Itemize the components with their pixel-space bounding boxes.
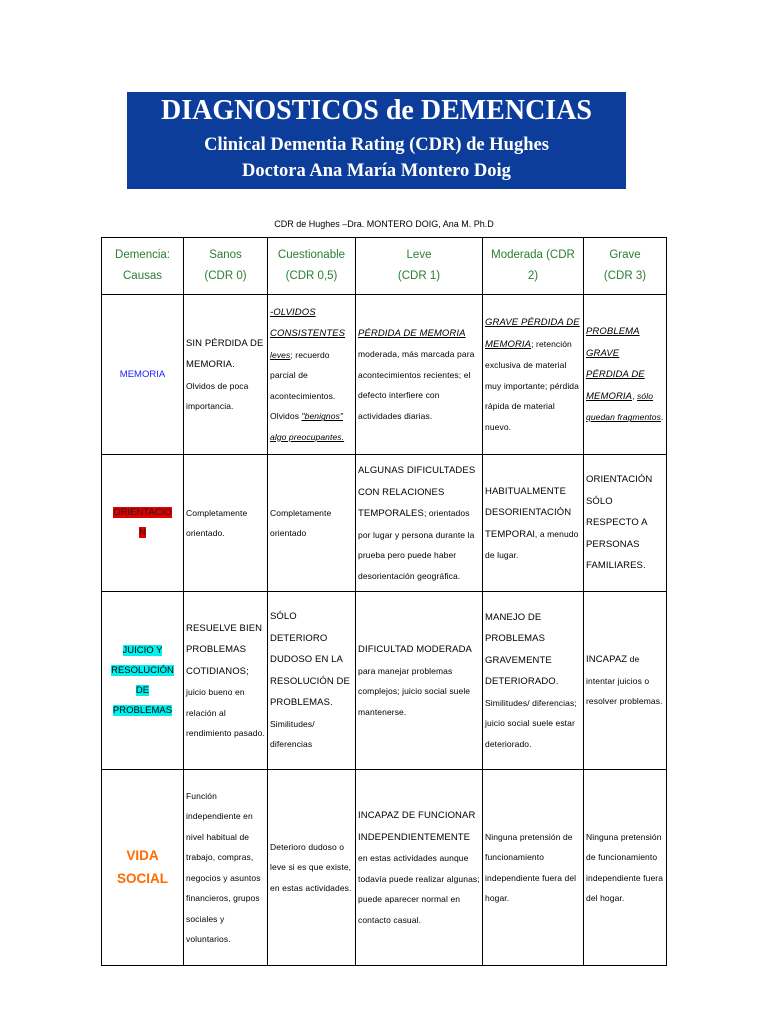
category-vida-social: VIDA SOCIAL bbox=[102, 770, 184, 966]
row-juicio bbox=[102, 592, 667, 770]
vida-sanos: Función independiente en nivel habitual de trabajo, compras, negocios y asuntos financieros, grupos sociales y voluntarios. bbox=[184, 770, 268, 966]
banner-author: Doctora Ana María Montero Doig bbox=[242, 161, 511, 181]
memoria-leve: PÉRDIDA DE MEMORIA moderada, más marcada para acontecimientos recientes; el defecto interfiere con actividades diarias. bbox=[356, 295, 483, 455]
memoria-grave: PROBLEMA GRAVE PÉRDIDA DE MEMORIA, sólo quedan fragmentos. bbox=[584, 295, 667, 455]
juicio-grave: INCAPAZ de intentar juicios o resolver problemas. bbox=[584, 592, 667, 770]
row-orientacion bbox=[102, 455, 667, 592]
main-title: DIAGNOSTICOS de DEMENCIAS bbox=[161, 95, 592, 126]
vida-grave: Ninguna pretensión de funcionamiento independiente fuera del hogar. bbox=[584, 770, 667, 966]
memoria-moderada: GRAVE PÉRDIDA DE MEMORIA; retención exclusiva de material muy importante; pérdida rápida de material nuevo. bbox=[483, 295, 584, 455]
header-cuestionable: Cuestionable (CDR 0,5) bbox=[268, 238, 356, 295]
orientacion-moderada: HABITUALMENTE DESORIENTACIÓN TEMPORAl, a menudo de lugar. bbox=[483, 455, 584, 592]
category-orientacion: ORIENTACIO N bbox=[102, 455, 184, 592]
header-leve: Leve (CDR 1) bbox=[356, 238, 483, 295]
memoria-sanos: SIN PÉRDIDA DE MEMORIA. Olvidos de poca importancia. bbox=[184, 295, 268, 455]
juicio-cuestionable: SÓLO DETERIORO DUDOSO EN LA RESOLUCIÓN DE PROBLEMAS. Similitudes/ diferencias bbox=[268, 592, 356, 770]
table-caption: CDR de Hughes –Dra. MONTERO DOIG, Ana M. Ph.D bbox=[274, 219, 494, 229]
juicio-leve: DIFICULTAD MODERADA para manejar problemas complejos; juicio social suele mantenerse. bbox=[356, 592, 483, 770]
header-moderada: Moderada (CDR 2) bbox=[483, 238, 584, 295]
orientacion-grave: ORIENTACIÓN SÓLO RESPECTO A PERSONAS FAMILIARES. bbox=[584, 455, 667, 592]
row-memoria bbox=[102, 295, 667, 455]
orientacion-cuestionable: Completamente orientado bbox=[268, 455, 356, 592]
category-juicio: JUICIO Y RESOLUCIÓN DE PROBLEMAS bbox=[102, 592, 184, 770]
juicio-sanos: RESUELVE BIEN PROBLEMAS COTIDIANOS; juicio bueno en relación al rendimiento pasado. bbox=[184, 592, 268, 770]
header-sanos: Sanos (CDR 0) bbox=[184, 238, 268, 295]
title-banner bbox=[127, 92, 626, 189]
vida-cuestionable: Deterioro dudoso o leve si es que existe, en estas actividades. bbox=[268, 770, 356, 966]
vida-leve: INCAPAZ DE FUNCIONAR INDEPENDIENTEMENTE en estas actividades aunque todavía puede realizar algunas; puede aparecer normal en contacto casual. bbox=[356, 770, 483, 966]
cdr-table bbox=[101, 237, 667, 966]
orientacion-leve: ALGUNAS DIFICULTADES CON RELACIONES TEMPORALES; orientados por lugar y persona durante la prueba pero puede haber desorientación geográfica. bbox=[356, 455, 483, 592]
juicio-moderada: MANEJO DE PROBLEMAS GRAVEMENTE DETERIORADO. Similitudes/ diferencias; juicio social suele estar deteriorado. bbox=[483, 592, 584, 770]
header-row bbox=[102, 238, 667, 295]
memoria-cuestionable: -OLVIDOS CONSISTENTES leves; recuerdo parcial de acontecimientos. Olvidos "benignos" algo preocupantes. bbox=[268, 295, 356, 455]
header-demencia: Demencia: Causas bbox=[102, 238, 184, 295]
orientacion-sanos: Completamente orientado. bbox=[184, 455, 268, 592]
category-memoria: MEMORIA bbox=[102, 295, 184, 455]
vida-moderada: Ninguna pretensión de funcionamiento independiente fuera del hogar. bbox=[483, 770, 584, 966]
row-vida-social bbox=[102, 770, 667, 966]
banner-subtitle: Clinical Dementia Rating (CDR) de Hughes bbox=[204, 135, 549, 155]
header-grave: Grave (CDR 3) bbox=[584, 238, 667, 295]
